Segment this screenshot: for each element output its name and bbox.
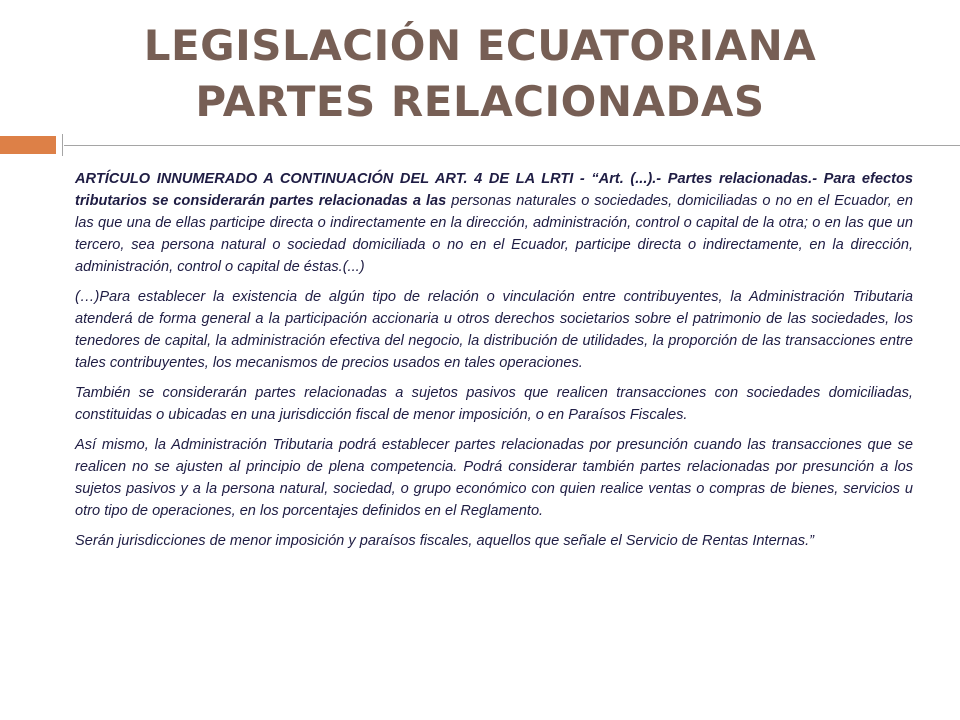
title-line-1: LEGISLACIÓN ECUATORIANA [143,21,817,70]
article-text: personas naturales o sociedades, domiciliadas o no en el Ecuador, en las que una de ellas participe directa o indirectamente en la dirección, administración, control o capital de la otra; o en las que un tercero, sea persona natural o sociedad domiciliada o no en el Ecuador, participe directa o indirectamente, en la dirección, administración, control o capital de éstas.(...) [75,193,913,275]
paragraph-jurisdictions: Serán jurisdicciones de menor imposición y paraísos fiscales, aquellos que señale el Servicio de Rentas Internas.” [75,533,814,549]
title-line-2: PARTES RELACIONADAS [195,77,765,126]
horizontal-divider [64,145,960,146]
paragraph-tax-havens: También se considerarán partes relacionadas a sujetos pasivos que realicen transacciones con sociedades domiciliadas, constituidas o ubicadas en una jurisdicción fiscal de menor imposición, o en Paraísos Fiscales. [75,385,913,423]
article-heading: ARTÍCULO INNUMERADO A CONTINUACIÓN DEL ART. 4 DE LA LRTI - “Art. (...).- Partes relacionadas.- Para efectos tributarios se considerarán partes relacionadas a las [75,171,913,209]
vertical-divider [62,134,63,156]
paragraph-relationship-criteria: (…)Para establecer la existencia de algún tipo de relación o vinculación entre contribuyentes, la Administración Tributaria atenderá de forma general a la participación accionaria u otros derechos societarios sobre el patrimonio de las sociedades, los tenedores de capital, la administración efectiva del negocio, la distribución de utilidades, la proporción de las transacciones entre tales contribuyentes, los mecanismos de precios usados en tales operaciones. [75,289,913,371]
slide-title [0,18,960,130]
accent-bar [0,136,56,154]
paragraph-presumption: Así mismo, la Administración Tributaria podrá establecer partes relacionadas por presunción cuando las transacciones que se realicen no se ajusten al principio de plena competencia. Podrá considerar también partes relacionadas por presunción a los sujetos pasivos y a la persona natural, sociedad, o grupo económico con quien realice ventas o compras de bienes, servicios u otro tipo de operaciones, en los porcentajes definidos en el Reglamento. [75,437,913,519]
paragraph-article [75,168,913,278]
slide-body [75,168,913,560]
